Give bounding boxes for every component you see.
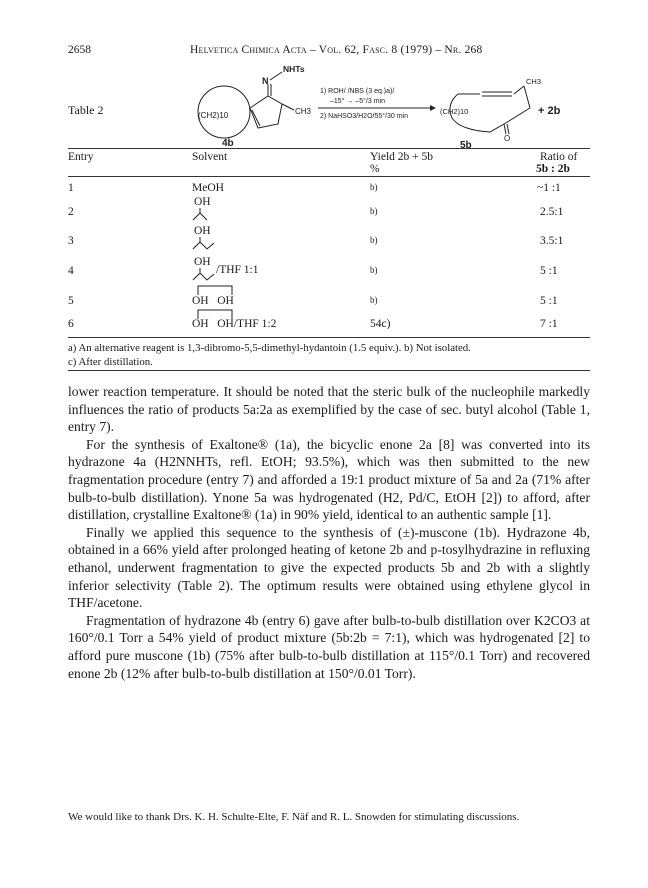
entry-cell: 1 <box>68 182 74 194</box>
product-label: 5b <box>460 140 472 150</box>
step1b-text: –15° → –5°/3 min <box>330 98 386 105</box>
reactant-ring-label: (CH2)10 <box>198 111 229 120</box>
reaction-scheme <box>190 60 590 150</box>
col-yield-unit: % <box>370 163 380 175</box>
col-ratio-sub: 5b : 2b <box>536 163 570 175</box>
journal-header: Helvetica Chimica Acta – Vol. 62, Fasc. 8 (1979) – Nr. 268 <box>190 44 483 56</box>
body-text <box>68 383 590 682</box>
yield-cell: b) <box>370 265 378 275</box>
ratio-cell: 5 :1 <box>540 265 558 277</box>
ratio-cell: 3.5:1 <box>540 235 564 247</box>
table-label: Table 2 <box>68 103 104 117</box>
col-ratio-header: Ratio of <box>540 151 578 163</box>
reactant-label: 4b <box>222 138 234 149</box>
table-top-rule <box>68 148 590 149</box>
solvent-cell: OH OH/THF 1:2 <box>192 318 277 330</box>
isopropanol-skeleton <box>190 208 214 222</box>
svg-text:N: N <box>262 76 269 86</box>
table-header-rule <box>68 176 590 177</box>
yield-cell: b) <box>370 206 378 216</box>
yield-cell: b) <box>370 235 378 245</box>
acknowledgement: We would like to thank Drs. K. H. Schulte-Elte, F. Näf and R. L. Snowden for stimulating discussions. <box>68 811 520 823</box>
reactant-group: NHTs <box>283 64 305 74</box>
solvent-extra: /THF 1:1 <box>216 264 259 276</box>
yield-cell: b) <box>370 295 378 305</box>
svg-text:O: O <box>504 134 511 143</box>
paragraph: Finally we applied this sequence to the synthesis of (±)-muscone (1b). Hydrazone 4b, obtained in a 66% yield after prolonged heating of ketone 2b and p-tosylhydrazine in refluxing ethanol, underwent fragmentation to give the expected products 5b and 2b with a slightly inferior selectivity (Table 2). The optimum results were obtained using ethylene glycol in THF/acetone. <box>68 524 590 611</box>
product-ring-label: (CH2)10 <box>440 107 469 116</box>
solvent-cell: OH <box>194 225 211 237</box>
entry-cell: 6 <box>68 318 74 330</box>
col-yield-header: Yield 2b + 5b <box>370 151 434 163</box>
ratio-cell: 7 :1 <box>540 318 558 330</box>
step1-text: 1) ROH/ /NBS (3 eq.)a)/ <box>320 88 395 95</box>
paragraph: For the synthesis of Exaltone® (1a), the bicyclic enone 2a [8] was converted into its hydrazone 4a (H2NNHTs, refl. EtOH; 93.5%), which was then submitted to the new fragmentation procedure (entry 7) and afforded a 19:1 product mixture of 5a and 2a (71% after bulb-to-bulb distillation). Ynone 5a was hydrogenated (H2, Pd/C, EtOH [2]) to afford, after distillation, crystalline Exaltone® (1a) in 90% yield, identical to an authentic sample [1]. <box>68 436 590 523</box>
table-footnote-c: c) After distillation. <box>68 356 153 368</box>
butanol-skeleton <box>190 268 220 282</box>
ratio-cell: ~1 :1 <box>537 182 561 194</box>
solvent-cell: OH OH <box>192 295 234 307</box>
solvent-cell: OH <box>194 256 211 268</box>
footnote-rule <box>68 370 590 371</box>
entry-cell: 5 <box>68 295 74 307</box>
col-entry-header: Entry <box>68 151 94 163</box>
yield-cell: b) <box>370 182 378 192</box>
ratio-cell: 2.5:1 <box>540 206 564 218</box>
step2-text: 2) NaHSO3/H2O/55°/30 min <box>320 113 409 120</box>
product-methyl: CH3 <box>526 77 542 86</box>
reactant-methyl: CH3 <box>295 107 312 116</box>
yield-cell: 54c) <box>370 318 391 330</box>
col-solvent-header: Solvent <box>192 151 228 163</box>
paragraph: lower reaction temperature. It should be noted that the steric bulk of the nucleophile markedly influences the ratio of products 5a:2a as exemplified by the case of sec. butyl alcohol (Table 1, entry 7). <box>68 384 590 435</box>
solvent-cell: MeOH <box>192 182 224 194</box>
page-number: 2658 <box>68 44 91 56</box>
ratio-cell: 5 :1 <box>540 295 558 307</box>
butanol-skeleton <box>190 237 220 251</box>
table-bottom-rule <box>68 337 590 338</box>
entry-cell: 2 <box>68 206 74 218</box>
solvent-cell: OH <box>194 196 211 208</box>
paragraph: Fragmentation of hydrazone 4b (entry 6) gave after bulb-to-bulb distillation over K2CO3 at 160°/0.1 Torr a 54% yield of product mixture (5b:2b = 7:1), which was hydrogenated [2] to afford pure muscone (1b) (75% after bulb-to-bulb distillation at 115°/0.1 Torr) and recovered enone 2b (12% after bulb-to-bulb distillation at 150°/0.01 Torr). <box>68 612 590 681</box>
entry-cell: 3 <box>68 235 74 247</box>
entry-cell: 4 <box>68 265 74 277</box>
reactant-structure <box>198 72 294 138</box>
scheme-plus-2b: + 2b <box>538 105 561 117</box>
table-footnote-a: a) An alternative reagent is 1,3-dibromo-5,5-dimethyl-hydantoin (1.5 equiv.). b) Not isolated. <box>68 342 471 354</box>
